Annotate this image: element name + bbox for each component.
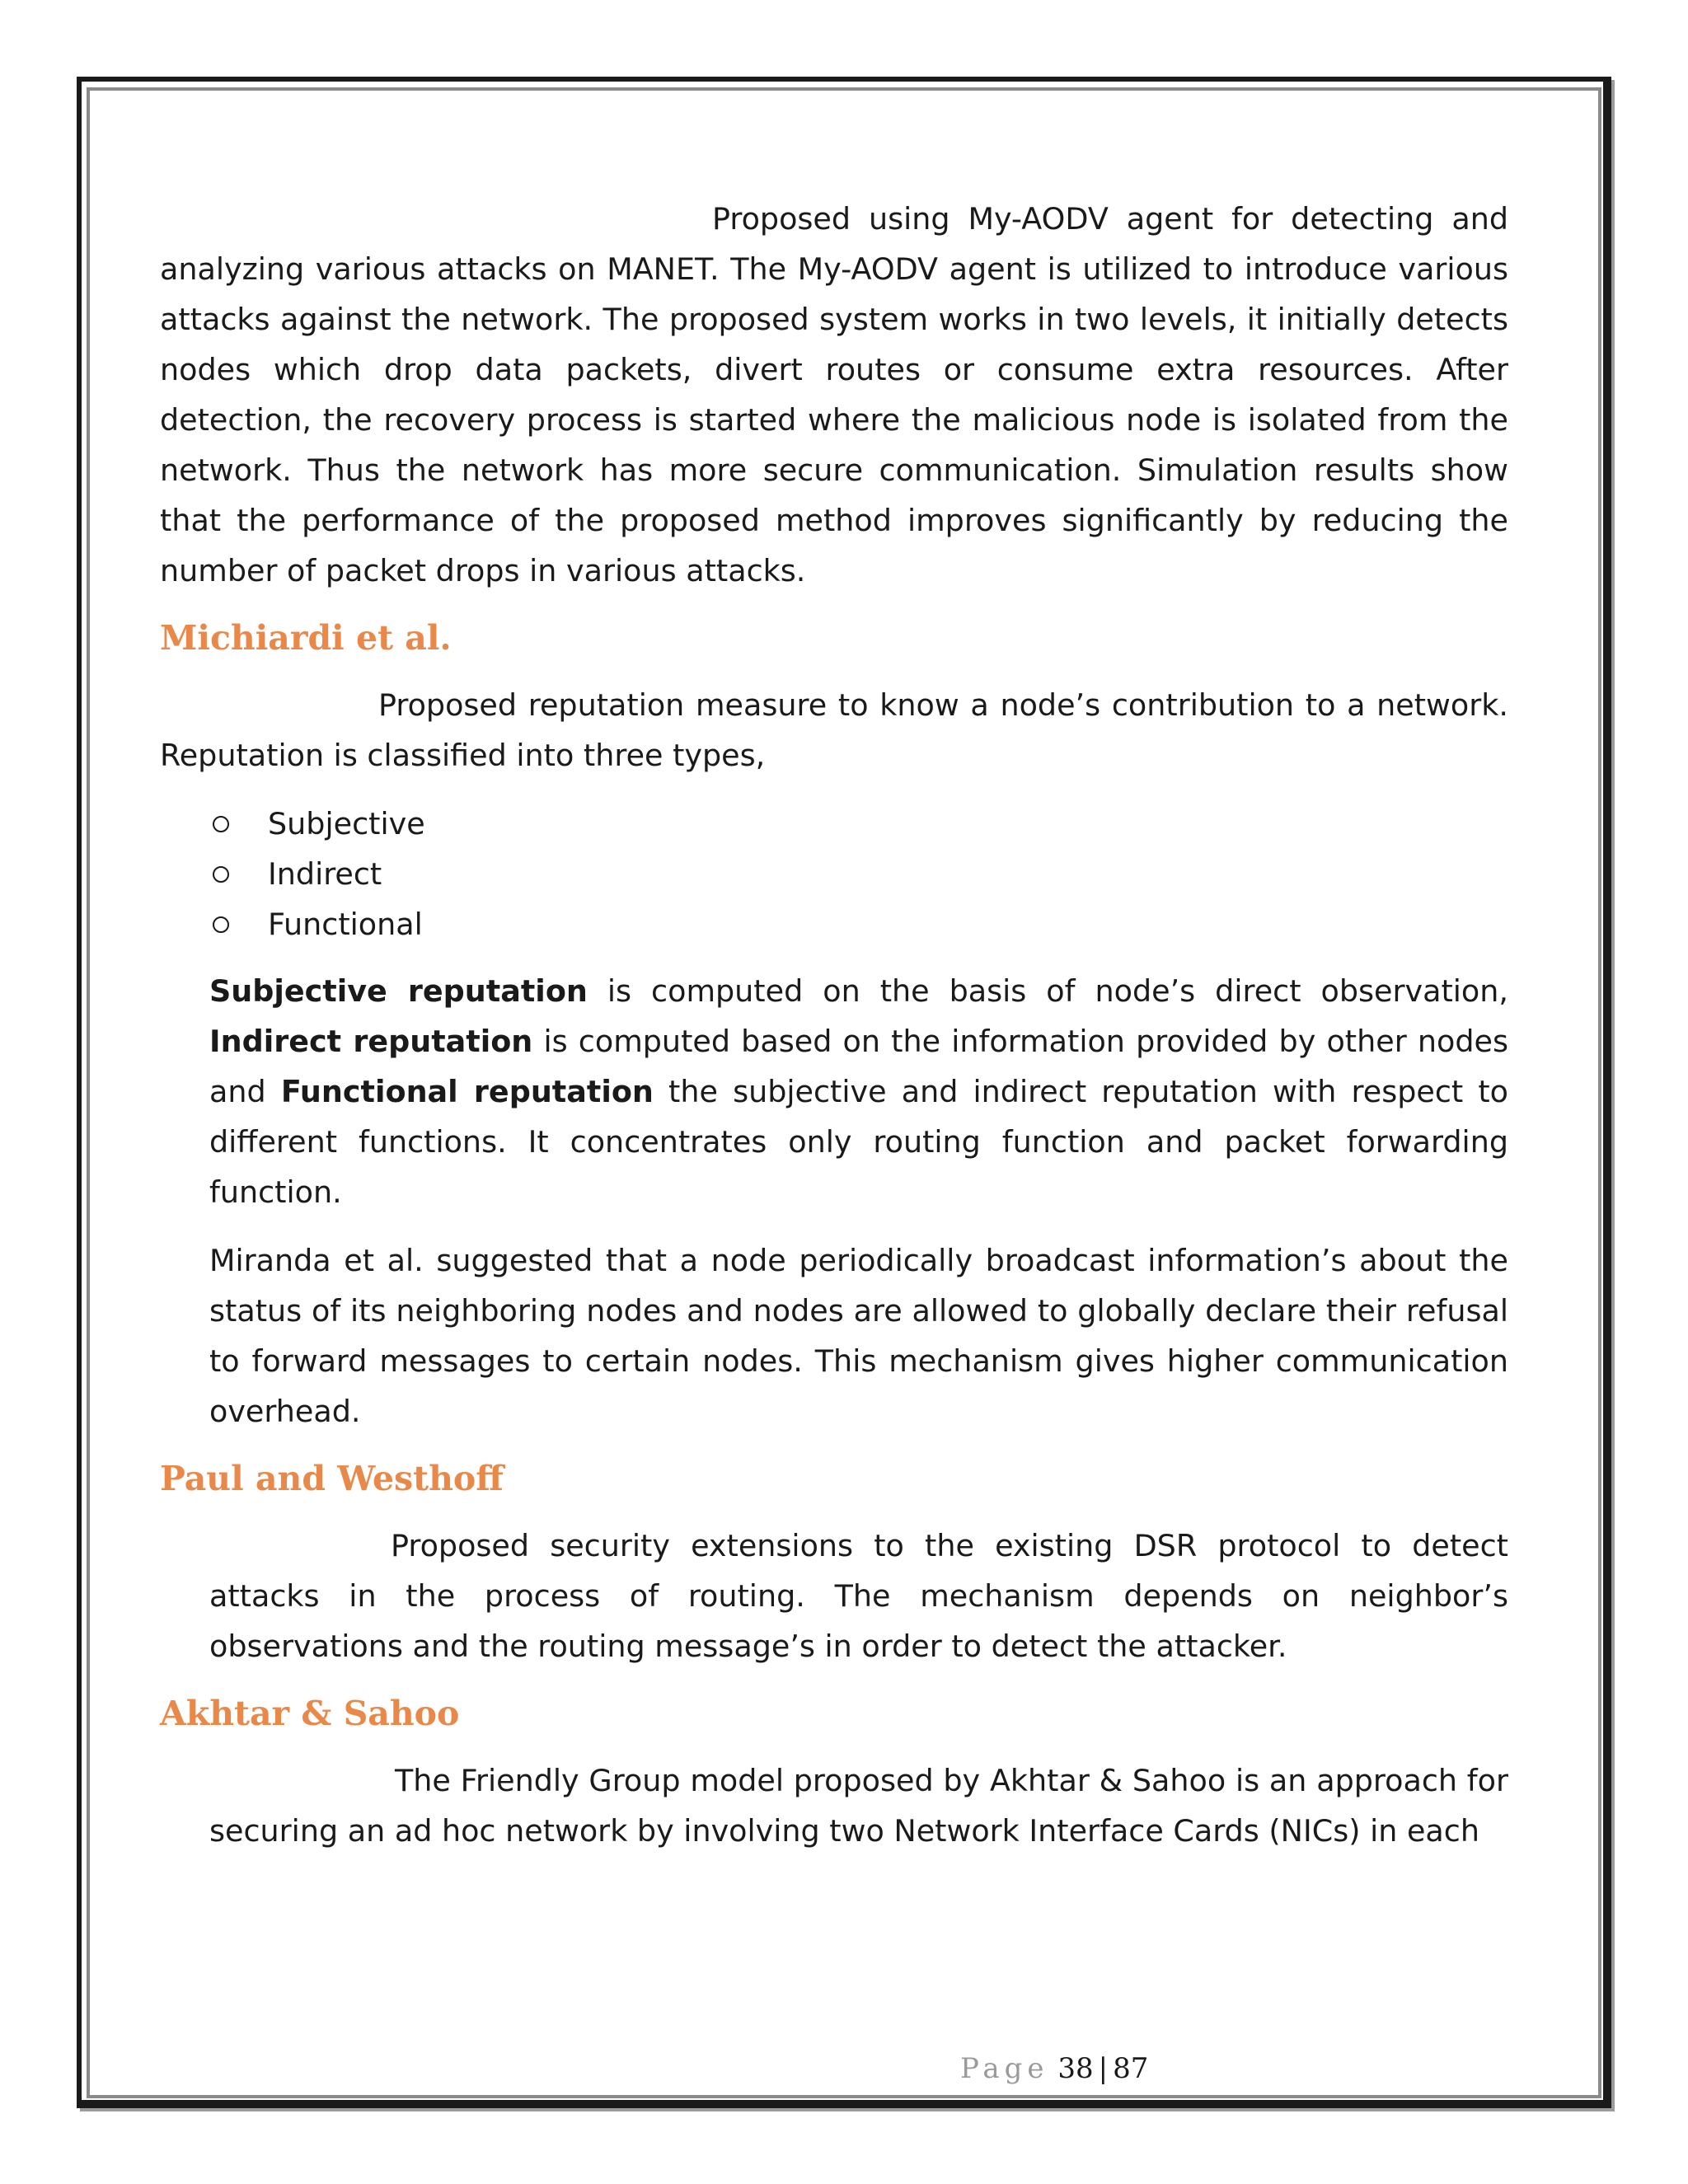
reputation-types-list [160, 799, 1508, 949]
indirect-text: is computed based on the information provided by other nodes and [209, 1024, 1508, 1109]
document-body [160, 194, 1508, 1856]
michiardi-text: Proposed reputation measure to know a node’s contribution to a network. Reputation is classified into three types, [160, 687, 1508, 773]
list-item [209, 849, 1508, 899]
michiardi-paragraph [160, 680, 1508, 780]
indirect-term: Indirect reputation [209, 1024, 533, 1059]
list-item-label: Indirect [268, 856, 382, 892]
list-item-label: Functional [268, 907, 423, 942]
functional-term: Functional reputation [280, 1074, 654, 1109]
page-separator: | [1098, 2052, 1109, 2085]
paul-text: Proposed security extensions to the existing DSR protocol to detect attacks in the process of routing. The mechanism depends on neighbor’s observations and the routing message’s in order to detect the attacker. [209, 1528, 1508, 1664]
page-footer [960, 2052, 1148, 2085]
list-item [209, 899, 1508, 949]
page-current: 38 [1057, 2052, 1094, 2085]
intro-text: Proposed using My-AODV agent for detecting and analyzing various attacks on MANET. The My-AODV agent is utilized to introduce various attacks against the network. The proposed system works in two levels, it initially detects nodes which drop data packets, divert routes or consume extra resources. After detection, the recovery process is started where the malicious node is isolated from the network. Thus the network has more secure communication. Simulation results show that the performance of the proposed method improves significantly by reducing the number of packet drops in various attacks. [160, 201, 1508, 588]
subjective-text: is computed on the basis of node’s direct observation, [587, 973, 1508, 1009]
bullet-icon [213, 866, 229, 883]
list-item [209, 799, 1508, 849]
subjective-term: Subjective reputation [209, 973, 588, 1009]
functional-text: the subjective and indirect reputation with respect to different functions. It concentrates only routing function and packet forwarding function. [209, 1074, 1508, 1210]
reputation-definition-paragraph [209, 966, 1508, 1217]
page-word: Page [960, 2052, 1049, 2085]
akhtar-text: The Friendly Group model proposed by Akhtar & Sahoo is an approach for securing an ad hoc network by involving two Network Interface Cards (NICs) in each [209, 1763, 1508, 1849]
bullet-icon [213, 816, 229, 832]
heading-akhtar: Akhtar & Sahoo [160, 1694, 460, 1733]
page-total: 87 [1113, 2052, 1149, 2085]
heading-michiardi: Michiardi et al. [160, 618, 452, 658]
akhtar-paragraph [209, 1755, 1508, 1856]
heading-paul: Paul and Westhoff [160, 1459, 504, 1498]
miranda-paragraph: Miranda et al. suggested that a node periodically broadcast information’s about the status of its neighboring nodes and nodes are allowed to globally declare their refusal to forward messages to certain nodes. This mechanism gives higher communication overhead. [209, 1243, 1508, 1429]
bullet-icon [213, 916, 229, 933]
intro-paragraph [160, 194, 1508, 596]
list-item-label: Subjective [268, 806, 425, 841]
paul-paragraph [209, 1521, 1508, 1671]
